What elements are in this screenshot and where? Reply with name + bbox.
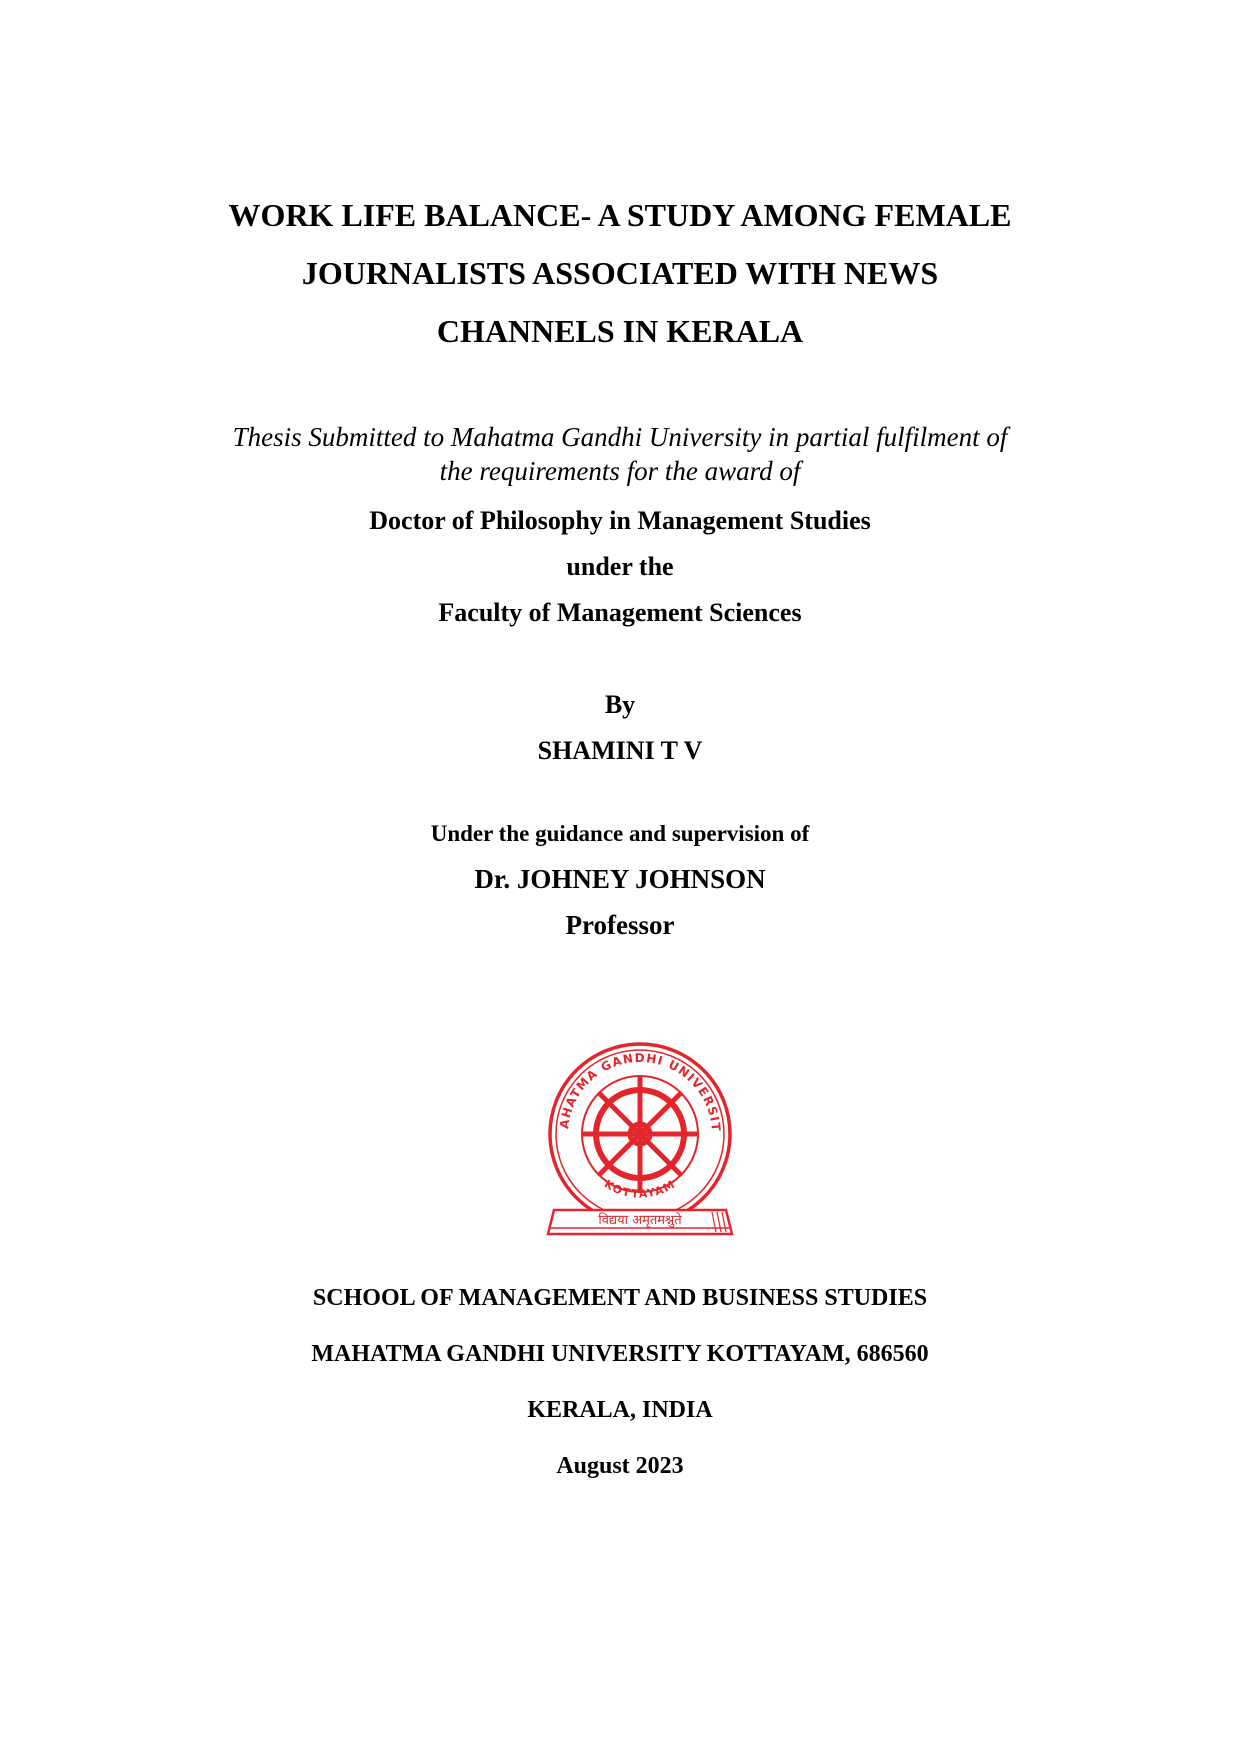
seal-ring-top: AHATMA GANDHI UNIVERSIT (557, 1050, 724, 1133)
thesis-title-line: JOURNALISTS ASSOCIATED WITH NEWS (301, 255, 939, 291)
guide-name: Dr. JOHNEY JOHNSON (474, 864, 766, 894)
faculty-name: Faculty of Management Sciences (438, 598, 802, 627)
submission-line: Thesis Submitted to Mahatma Gandhi University in partial fulfilment of (232, 422, 1008, 452)
degree-under-the: under the (566, 552, 674, 581)
seal-ring-bottom: KOTTAYAM (601, 1177, 679, 1201)
seal-book-base (548, 1210, 732, 1234)
guide-title: Professor (565, 910, 675, 940)
school-name: SCHOOL OF MANAGEMENT AND BUSINESS STUDIES (312, 1285, 928, 1311)
university-seal-icon (540, 1038, 740, 1238)
author-block (0, 682, 1240, 774)
thesis-title (0, 186, 1240, 360)
seal-motto: विद्यया अमृतमश्नुते (598, 1213, 682, 1228)
university-address: MAHATMA GANDHI UNIVERSITY KOTTAYAM, 686560 (311, 1341, 929, 1367)
submission-line: the requirements for the award of (439, 456, 801, 486)
state-country: KERALA, INDIA (527, 1397, 713, 1423)
thesis-title-line: WORK LIFE BALANCE- A STUDY AMONG FEMALE (228, 197, 1012, 233)
university-seal (540, 1038, 740, 1238)
submission-statement (0, 420, 1240, 488)
by-label: By (604, 690, 636, 719)
guidance-label: Under the guidance and supervision of (430, 821, 810, 846)
degree-block (0, 498, 1240, 636)
degree-name: Doctor of Philosophy in Management Studies (369, 506, 871, 535)
submission-date: August 2023 (556, 1453, 684, 1479)
author-name: SHAMINI T V (537, 736, 703, 765)
guide-block (0, 856, 1240, 948)
thesis-title-line: CHANNELS IN KERALA (436, 313, 804, 349)
institution-block (0, 1270, 1240, 1494)
